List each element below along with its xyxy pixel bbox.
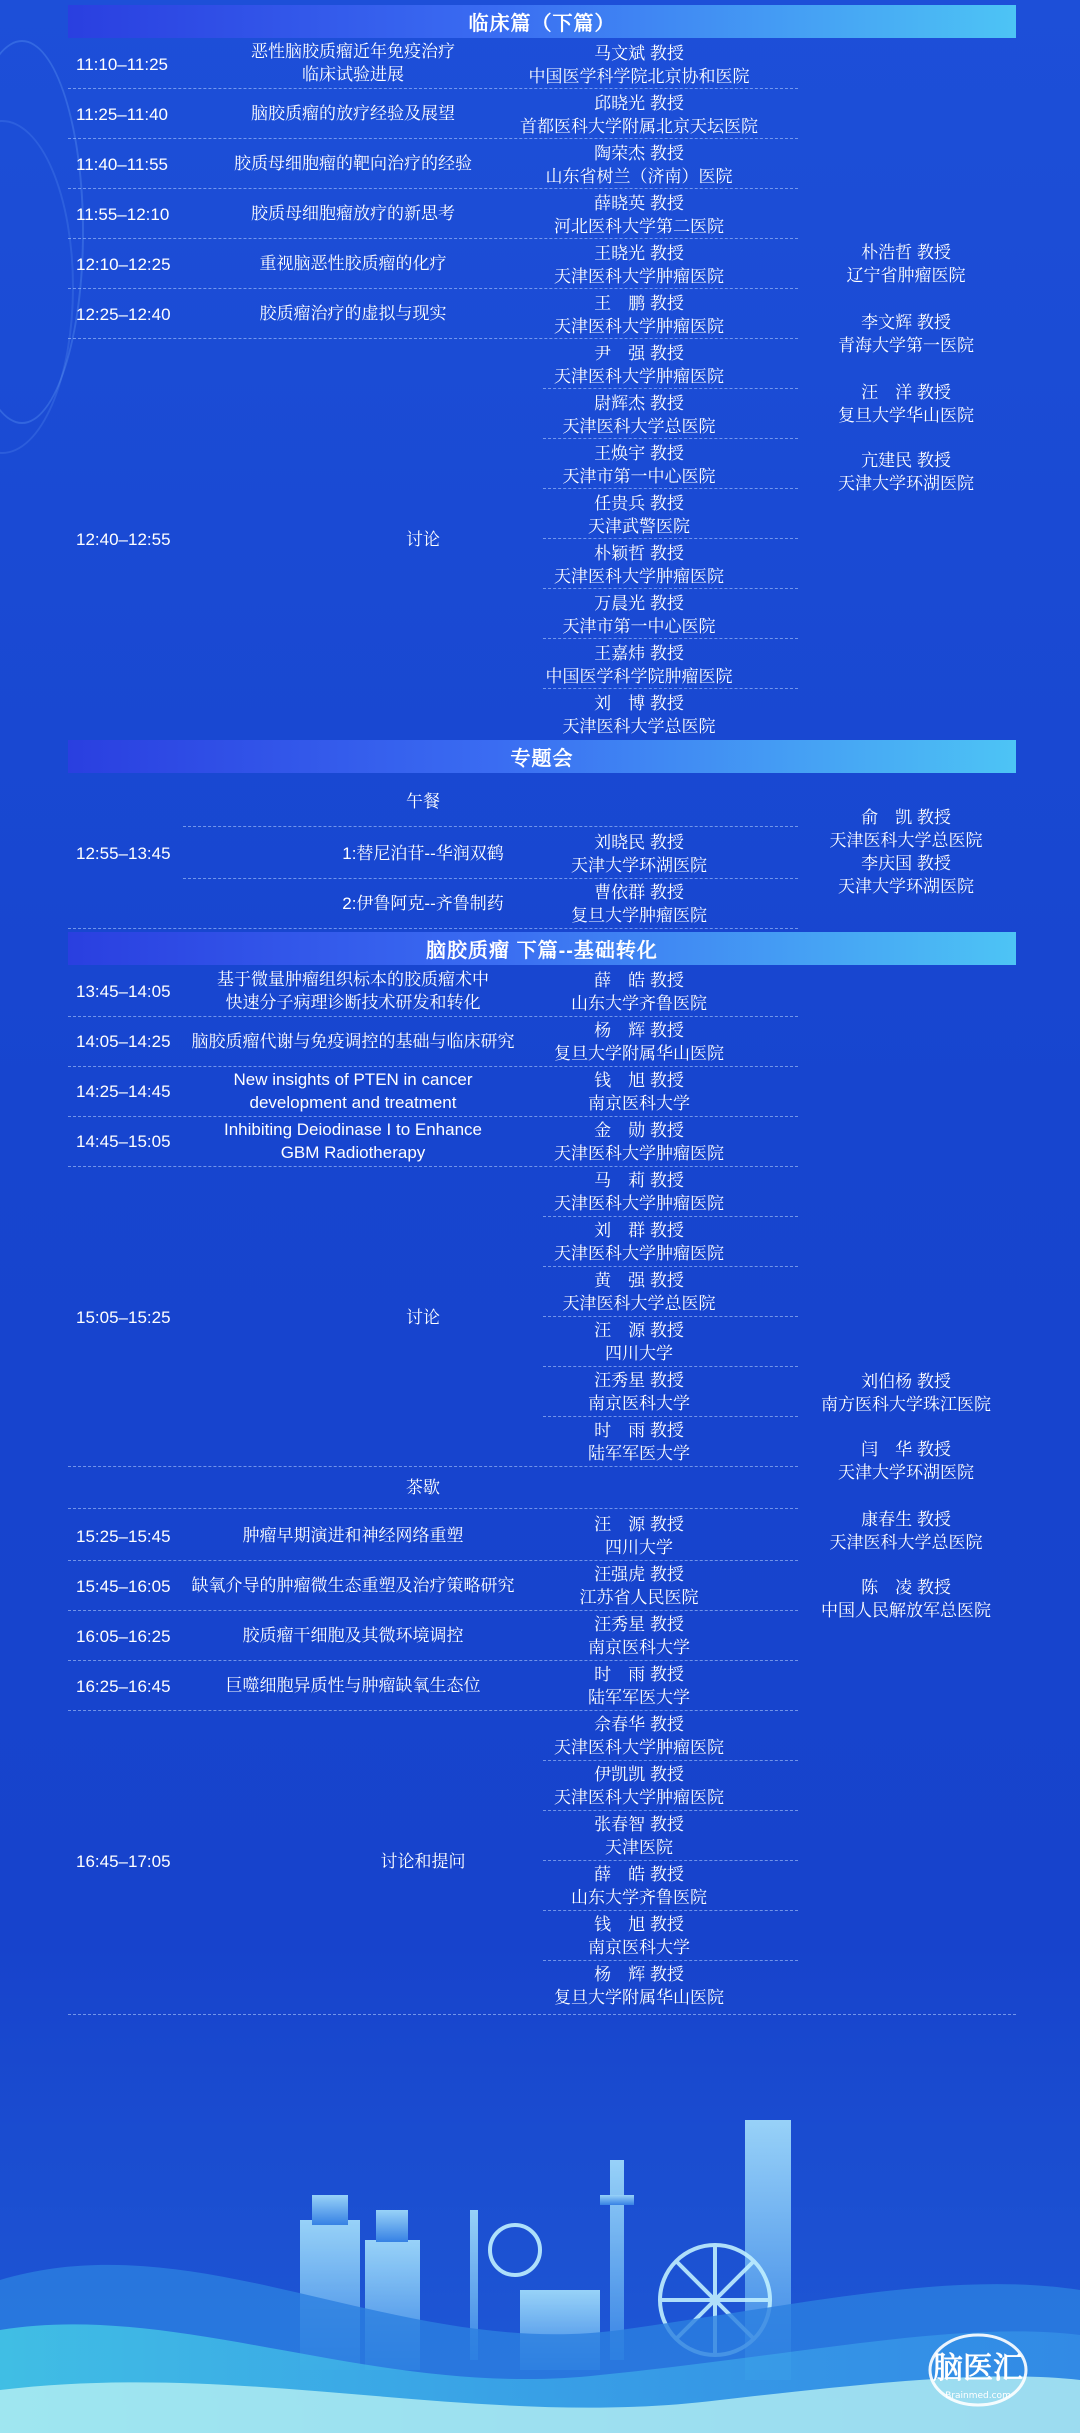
session-topic: 2:伊鲁阿克--齐鲁制药 <box>342 894 504 913</box>
divider-line <box>183 826 798 827</box>
chair-name: 李文辉 教授 <box>861 313 951 332</box>
section-header: 临床篇（下篇） <box>68 5 1016 38</box>
divider-line <box>543 1960 798 1961</box>
speaker-org: 山东大学齐鲁医院 <box>571 994 707 1013</box>
divider-line <box>543 488 798 489</box>
divider-line <box>68 238 798 239</box>
session-time: 11:55–12:10 <box>76 205 170 224</box>
session-time: 12:25–12:40 <box>76 305 171 324</box>
speaker-org: 河北医科大学第二医院 <box>554 217 724 236</box>
speaker-name: 汪强虎 教授 <box>594 1565 684 1584</box>
panelist-org: 复旦大学附属华山医院 <box>554 1988 724 2007</box>
chair-name: 李庆国 教授 <box>861 854 951 873</box>
divider-line <box>543 1216 798 1217</box>
panelist-org: 天津医科大学总医院 <box>562 417 716 436</box>
chair-org: 中国人民解放军总医院 <box>821 1601 991 1620</box>
speaker-org: 江苏省人民医院 <box>579 1588 699 1607</box>
panelist-org: 天津医科大学肿瘤医院 <box>554 1194 724 1213</box>
speaker-org: 南京医科大学 <box>588 1094 690 1113</box>
panelist-org: 天津医科大学肿瘤医院 <box>554 367 724 386</box>
divider-line <box>68 1610 798 1611</box>
speaker-org: 山东省树兰（济南）医院 <box>545 167 733 186</box>
session-time: 15:25–15:45 <box>76 1527 171 1546</box>
speaker-name: 陶荣杰 教授 <box>594 144 684 163</box>
divider-line <box>68 2014 1016 2015</box>
brainmed-logo <box>918 2318 1048 2413</box>
chair-name: 朴浩哲 教授 <box>861 243 951 262</box>
session-time: 15:05–15:25 <box>76 1308 171 1327</box>
panelist-name: 任贵兵 教授 <box>594 494 684 513</box>
speaker-org: 天津医科大学肿瘤医院 <box>554 317 724 336</box>
panelist-org: 陆军军医大学 <box>588 1444 690 1463</box>
divider-line <box>543 388 798 389</box>
panelist-name: 伊凯凯 教授 <box>594 1765 684 1784</box>
divider-line <box>68 188 798 189</box>
divider-line <box>68 1166 798 1167</box>
session-topic: 1:替尼泊苷--华润双鹤 <box>342 844 504 863</box>
panelist-name: 刘 群 教授 <box>594 1221 684 1240</box>
chair-org: 辽宁省肿瘤医院 <box>846 266 966 285</box>
panelist-org: 天津市第一中心医院 <box>562 617 716 636</box>
speaker-org: 四川大学 <box>605 1538 673 1557</box>
session-topic: development and treatment <box>249 1093 457 1112</box>
chair-org: 天津医科大学总医院 <box>829 1533 983 1552</box>
chair-name: 康春生 教授 <box>861 1510 951 1529</box>
lunch-label: 午餐 <box>406 792 440 811</box>
svg-text:Brainmed.com: Brainmed.com <box>945 2391 1011 2401</box>
chair-org: 天津大学环湖医院 <box>838 877 974 896</box>
session-topic: 基于微量肿瘤组织标本的胶质瘤术中 <box>217 970 489 989</box>
divider-line <box>68 88 798 89</box>
panelist-org: 天津医科大学肿瘤医院 <box>554 1244 724 1263</box>
panelist-name: 马 莉 教授 <box>594 1171 684 1190</box>
panelist-org: 天津医科大学肿瘤医院 <box>554 567 724 586</box>
chair-org: 青海大学第一医院 <box>838 336 974 355</box>
session-time: 15:45–16:05 <box>76 1577 171 1596</box>
session-topic: 脑胶质瘤代谢与免疫调控的基础与临床研究 <box>191 1031 515 1051</box>
divider-line <box>543 538 798 539</box>
speaker-name: 时 雨 教授 <box>594 1665 684 1684</box>
panelist-name: 钱 旭 教授 <box>594 1915 684 1934</box>
speaker-name: 曹依群 教授 <box>594 883 684 902</box>
divider-line <box>68 138 798 139</box>
panelist-name: 万晨光 教授 <box>594 594 684 613</box>
panelist-org: 四川大学 <box>605 1344 673 1363</box>
speaker-org: 天津大学环湖医院 <box>571 856 707 875</box>
session-topic: GBM Radiotherapy <box>280 1143 426 1162</box>
speaker-org: 首都医科大学附属北京天坛医院 <box>520 117 758 136</box>
panelist-name: 张春智 教授 <box>594 1815 684 1834</box>
session-topic: 胶质母细胞瘤放疗的新思考 <box>251 203 455 223</box>
speaker-name: 邱晓光 教授 <box>594 94 684 113</box>
svg-text:脑医汇: 脑医汇 <box>933 2351 1023 2386</box>
divider-line <box>68 1560 798 1561</box>
session-time: 14:45–15:05 <box>76 1132 171 1151</box>
chair-org: 天津大学环湖医院 <box>838 1463 974 1482</box>
divider-line <box>68 288 798 289</box>
session-time: 11:10–11:25 <box>76 55 169 74</box>
chair-name: 亢建民 教授 <box>861 451 951 470</box>
divider-line <box>68 1660 798 1661</box>
panelist-name: 薛 皓 教授 <box>594 1865 684 1884</box>
divider-line <box>543 1760 798 1761</box>
session-time: 16:05–16:25 <box>76 1627 171 1646</box>
panelist-org: 天津医科大学总医院 <box>562 1294 716 1313</box>
panelist-name: 时 雨 教授 <box>594 1421 684 1440</box>
session-topic: 快速分子病理诊断技术研发和转化 <box>225 993 481 1012</box>
session-time: 12:40–12:55 <box>76 530 171 549</box>
chair-org: 天津医科大学总医院 <box>829 831 983 850</box>
chair-name: 陈 凌 教授 <box>861 1578 951 1597</box>
divider-line <box>68 928 798 929</box>
divider-line <box>68 1016 798 1017</box>
session-topic: 恶性脑胶质瘤近年免疫治疗 <box>251 42 455 61</box>
divider-line <box>543 1366 798 1367</box>
session-time: 11:25–11:40 <box>76 105 169 124</box>
session-topic: 缺氧介导的肿瘤微生态重塑及治疗策略研究 <box>191 1575 515 1595</box>
divider-line <box>68 338 798 339</box>
speaker-org: 复旦大学附属华山医院 <box>554 1044 724 1063</box>
speaker-name: 汪秀星 教授 <box>594 1615 684 1634</box>
section-header: 专题会 <box>68 740 1016 773</box>
divider-line <box>543 1860 798 1861</box>
panelist-org: 南京医科大学 <box>588 1938 690 1957</box>
panelist-org: 天津医院 <box>605 1838 673 1857</box>
divider-line <box>543 688 798 689</box>
session-topic: New insights of PTEN in cancer <box>233 1070 473 1089</box>
divider-line <box>68 1710 798 1711</box>
section-header: 脑胶质瘤 下篇--基础转化 <box>68 932 1016 965</box>
panelist-org: 天津医科大学总医院 <box>562 717 716 736</box>
panelist-org: 天津武警医院 <box>588 517 690 536</box>
session-time: 12:10–12:25 <box>76 255 171 274</box>
session-time: 16:25–16:45 <box>76 1677 171 1696</box>
session-time: 14:25–14:45 <box>76 1082 171 1101</box>
chair-name: 刘伯杨 教授 <box>861 1372 951 1391</box>
chair-org: 复旦大学华山医院 <box>838 406 974 425</box>
session-time: 13:45–14:05 <box>76 982 171 1001</box>
panelist-name: 佘春华 教授 <box>594 1715 684 1734</box>
divider-line <box>543 1910 798 1911</box>
divider-line <box>543 1266 798 1267</box>
speaker-name: 金 勋 教授 <box>594 1121 684 1140</box>
divider-line <box>543 1810 798 1811</box>
speaker-name: 杨 辉 教授 <box>594 1021 684 1040</box>
chair-org: 南方医科大学珠江医院 <box>821 1395 991 1414</box>
session-topic: 肿瘤早期演进和神经网络重塑 <box>242 1525 464 1545</box>
speaker-name: 王晓光 教授 <box>594 244 684 263</box>
session-time: 16:45–17:05 <box>76 1852 171 1871</box>
panelist-org: 中国医学科学院肿瘤医院 <box>545 667 733 686</box>
session-topic: 胶质母细胞瘤的靶向治疗的经验 <box>234 153 472 173</box>
speaker-name: 马文斌 教授 <box>594 44 684 63</box>
panelist-name: 汪秀星 教授 <box>594 1371 684 1390</box>
session-topic: 脑胶质瘤的放疗经验及展望 <box>251 103 455 123</box>
session-topic: 讨论 <box>406 1308 440 1327</box>
session-time: 14:05–14:25 <box>76 1032 171 1051</box>
panelist-name: 刘 博 教授 <box>594 694 684 713</box>
divider-line <box>183 878 798 879</box>
panelist-name: 尹 强 教授 <box>594 344 684 363</box>
panelist-name: 王焕宇 教授 <box>594 444 684 463</box>
panelist-name: 杨 辉 教授 <box>594 1965 684 1984</box>
speaker-org: 南京医科大学 <box>588 1638 690 1657</box>
divider-line <box>68 1116 798 1117</box>
panelist-org: 天津市第一中心医院 <box>562 467 716 486</box>
panelist-org: 天津医科大学肿瘤医院 <box>554 1738 724 1757</box>
panelist-name: 尉辉杰 教授 <box>594 394 684 413</box>
chair-name: 汪 洋 教授 <box>861 383 951 402</box>
divider-line <box>68 1466 798 1467</box>
session-topic: 巨噬细胞异质性与肿瘤缺氧生态位 <box>225 1675 481 1695</box>
chair-name: 俞 凯 教授 <box>861 808 951 827</box>
speaker-name: 薛晓英 教授 <box>594 194 684 213</box>
session-topic: Inhibiting Deiodinase I to Enhance <box>223 1120 483 1139</box>
schedule <box>68 0 1016 2040</box>
panelist-name: 王嘉炜 教授 <box>594 644 684 663</box>
session-time: 11:40–11:55 <box>76 155 169 174</box>
speaker-name: 刘晓民 教授 <box>594 833 684 852</box>
session-time: 12:55–13:45 <box>76 844 171 863</box>
divider-line <box>68 1066 798 1067</box>
speaker-org: 天津医科大学肿瘤医院 <box>554 1144 724 1163</box>
tea-break-label: 茶歇 <box>406 1478 440 1497</box>
session-topic: 讨论 <box>406 530 440 549</box>
panelist-name: 黄 强 教授 <box>594 1271 684 1290</box>
chair-org: 天津大学环湖医院 <box>838 474 974 493</box>
session-topic: 重视脑恶性胶质瘤的化疗 <box>259 253 447 273</box>
session-topic: 临床试验进展 <box>302 65 404 84</box>
speaker-org: 中国医学科学院北京协和医院 <box>528 67 750 86</box>
chair-name: 闫 华 教授 <box>861 1440 951 1459</box>
divider-line <box>543 438 798 439</box>
divider-line <box>543 1416 798 1417</box>
session-topic: 讨论和提问 <box>380 1852 466 1871</box>
divider-line <box>543 1316 798 1317</box>
speaker-name: 王 鹏 教授 <box>594 294 684 313</box>
speaker-org: 陆军军医大学 <box>588 1688 690 1707</box>
session-topic: 胶质瘤治疗的虚拟与现实 <box>259 303 447 323</box>
divider-line <box>543 638 798 639</box>
panelist-org: 南京医科大学 <box>588 1394 690 1413</box>
panelist-org: 天津医科大学肿瘤医院 <box>554 1788 724 1807</box>
divider-line <box>543 588 798 589</box>
session-topic: 胶质瘤干细胞及其微环境调控 <box>242 1625 464 1645</box>
speaker-org: 复旦大学肿瘤医院 <box>571 906 707 925</box>
speaker-name: 汪 源 教授 <box>594 1515 684 1534</box>
panelist-name: 汪 源 教授 <box>594 1321 684 1340</box>
panelist-name: 朴颖哲 教授 <box>594 544 684 563</box>
speaker-name: 薛 皓 教授 <box>594 971 684 990</box>
speaker-org: 天津医科大学肿瘤医院 <box>554 267 724 286</box>
panelist-org: 山东大学齐鲁医院 <box>571 1888 707 1907</box>
divider-line <box>68 1508 798 1509</box>
speaker-name: 钱 旭 教授 <box>594 1071 684 1090</box>
